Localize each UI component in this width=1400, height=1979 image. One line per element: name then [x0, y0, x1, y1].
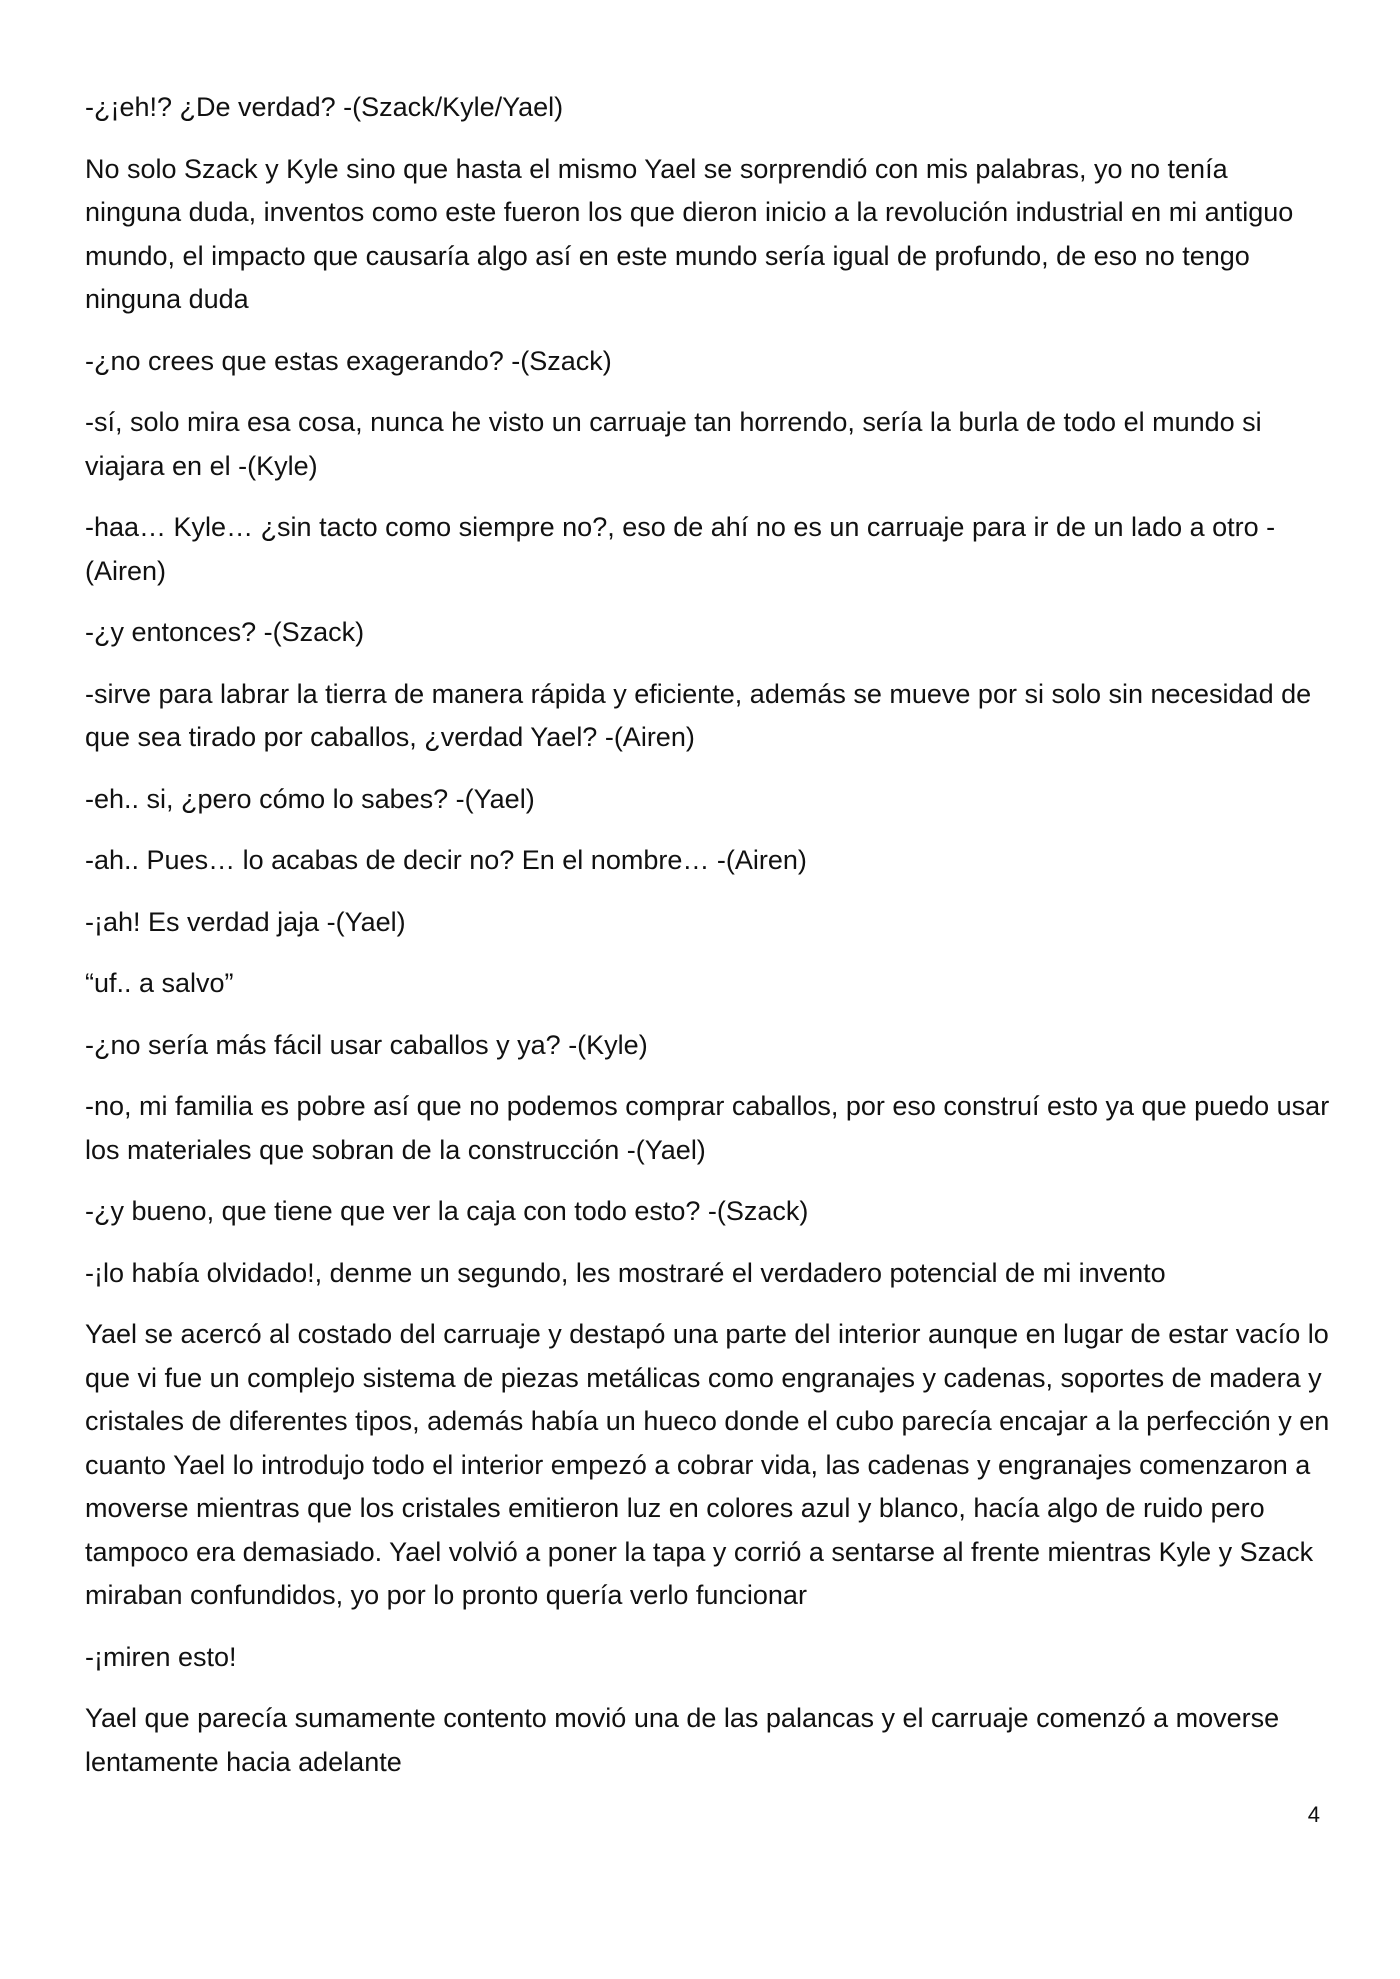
paragraph: -¿y entonces? -(Szack) — [85, 617, 365, 647]
paragraph: -ah.. Pues… lo acabas de decir no? En el nombre… -(Airen) — [85, 845, 807, 875]
paragraph: -no, mi familia es pobre así que no podemos comprar caballos, por eso construí esto ya que puedo usar los materiales que sobran de la construcción -(Yael) — [85, 1091, 1330, 1165]
paragraph: -¿no crees que estas exagerando? -(Szack) — [85, 345, 612, 376]
body-text — [85, 86, 1330, 1802]
paragraph: -¡miren esto! — [85, 1641, 237, 1672]
paragraph: No solo Szack y Kyle sino que hasta el mismo Yael se sorprendió con mis palabras, yo no tenía ninguna duda, inventos como este fueron los que dieron inicio a la revolución industrial en mi antiguo mundo, el impacto que causaría algo así en este mundo sería igual de profundo, de eso no tengo ninguna duda — [85, 153, 1294, 314]
paragraph: -¡lo había olvidado!, denme un segundo, les mostraré el verdadero potencial de mi invento — [85, 1257, 1166, 1288]
paragraph: -¿¡eh!? ¿De verdad? -(Szack/Kyle/Yael) — [85, 92, 564, 122]
paragraph: -sirve para labrar la tierra de manera rápida y eficiente, además se mueve por si solo sin necesidad de que sea tirado por caballos, ¿verdad Yael? -(Airen) — [85, 678, 1312, 752]
paragraph: -haa… Kyle… ¿sin tacto como siempre no?, eso de ahí no es un carruaje para ir de un lado a otro -(Airen) — [85, 512, 1276, 586]
paragraph: Yael se acercó al costado del carruaje y destapó una parte del interior aunque en lugar de estar vacío lo que vi fue un complejo sistema de piezas metálicas como engranajes y cadenas, soportes de madera y cristales de diferentes tipos, además había un hueco donde el cubo parecía encajar a la perfección y en cuanto Yael lo introdujo todo el interior empezó a cobrar vida, las cadenas y engranajes comenzaron a moverse mientras que los cristales emitieron luz en colores azul y blanco, hacía algo de ruido pero tampoco era demasiado. Yael volvió a poner la tapa y corrió a sentarse al frente mientras Kyle y Szack miraban confundidos, yo por lo pronto quería verlo funcionar — [85, 1319, 1330, 1610]
paragraph: Yael que parecía sumamente contento movió una de las palancas y el carruaje comenzó a moverse lentamente hacia adelante — [85, 1703, 1280, 1777]
paragraph: “uf.. a salvo” — [85, 968, 234, 998]
page-number: 4 — [1307, 1802, 1320, 1827]
paragraph: -sí, solo mira esa cosa, nunca he visto un carruaje tan horrendo, sería la burla de todo el mundo si viajara en el -(Kyle) — [85, 407, 1262, 481]
paragraph: -¿no sería más fácil usar caballos y ya? -(Kyle) — [85, 1029, 648, 1060]
paragraph: -eh.. si, ¿pero cómo lo sabes? -(Yael) — [85, 783, 535, 814]
paragraph: -¡ah! Es verdad jaja -(Yael) — [85, 906, 406, 937]
paragraph: -¿y bueno, que tiene que ver la caja con todo esto? -(Szack) — [85, 1196, 809, 1226]
